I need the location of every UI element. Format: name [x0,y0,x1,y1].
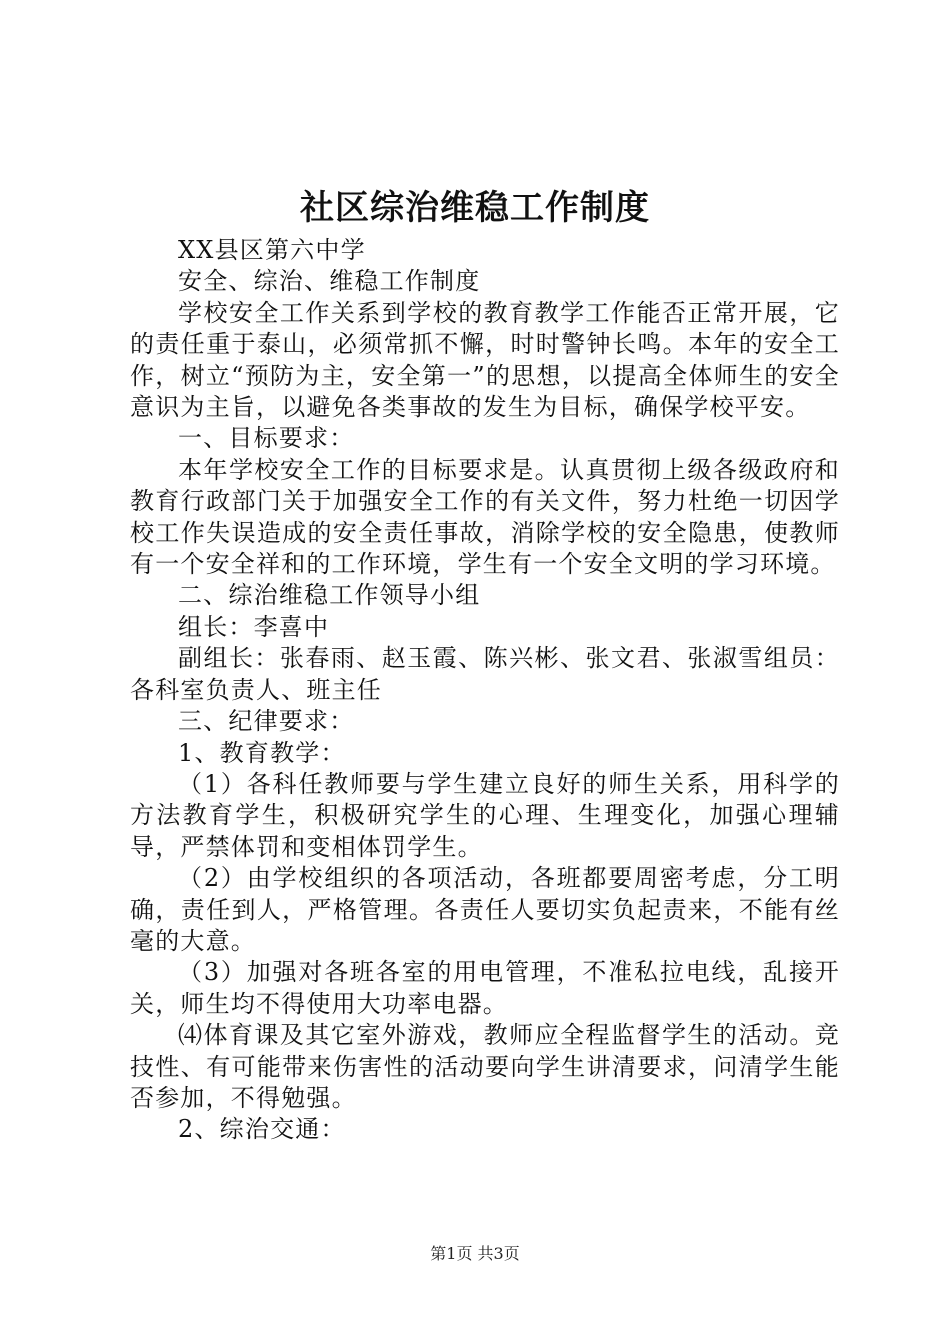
paragraph-intro: 学校安全工作关系到学校的教育教学工作能否正常开展，它的责任重于泰山，必须常抓不懈，时时警钟长鸣。本年的安全工作，树立“预防为主，安全第一”的思想，以提高全体师生的安全意识为主旨，以避免各类事故的发生为目标，确保学校平安。 [130,298,840,422]
document-title: 社区综治维稳工作制度 [300,188,650,228]
page-footer: 第1页 共3页 [430,1244,520,1263]
paragraph-school-name: XX县区第六中学 [178,236,366,264]
paragraph-subtitle: 安全、综治、维稳工作制度 [178,267,481,296]
paragraph-item-2: （2）由学校组织的各项活动，各班都要周密考虑，分工明确，责任到人，严格管理。各责任人要切实负起责来，不能有丝毫的大意。 [130,864,840,955]
paragraph-group-leader: 组长：李喜中 [178,612,330,641]
document-body [130,235,840,1146]
paragraph-deputy-leaders: 副组长：张春雨、赵玉霞、陈兴彬、张文君、张淑雪组员：各科室负责人、班主任 [130,644,840,704]
heading-discipline: 三、纪律要求： [178,707,355,736]
heading-teaching: 1、教育教学： [178,738,346,767]
paragraph-item-1: （1）各科任教师要与学生建立良好的师生关系，用科学的方法教育学生，积极研究学生的心理、生理变化，加强心理辅导，严禁体罚和变相体罚学生。 [130,769,840,861]
paragraph-goals: 本年学校安全工作的目标要求是。认真贯彻上级各级政府和教育行政部门关于加强安全工作的有关文件，努力杜绝一切因学校工作失误造成的安全责任事故，消除学校的安全隐患，使教师有一个安全祥和的工作环境，学生有一个安全文明的学习环境。 [130,455,840,579]
paragraph-item-4: ⑷体育课及其它室外游戏，教师应全程监督学生的活动。竞技性、有可能带来伤害性的活动要向学生讲清要求，问清学生能否参加，不得勉强。 [130,1021,840,1112]
heading-leadership-group: 二、综治维稳工作领导小组 [178,581,481,610]
paragraph-item-3: （3）加强对各班各室的用电管理，不准私拉电线，乱接开关，师生均不得使用大功率电器。 [130,958,840,1018]
heading-traffic: 2、综治交通： [178,1115,346,1144]
heading-goals: 一、目标要求： [178,424,355,453]
